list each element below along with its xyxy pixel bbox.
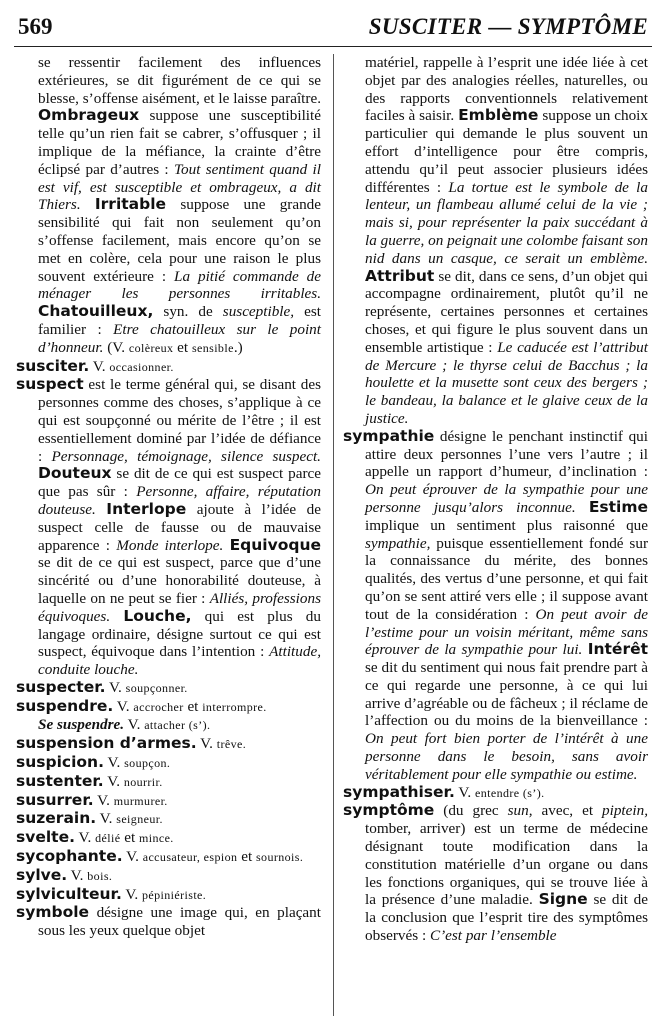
entry-sylviculteur: sylviculteur. V. pépiniériste. — [16, 884, 207, 903]
term-embleme: Emblème — [458, 106, 539, 125]
left-column — [16, 54, 321, 940]
headword-symbole: symbole — [16, 903, 90, 922]
example-interet: On peut fort bien porter de l’intérêt à une personne dans le besoin, sans avoir véritablement pour elle sympathie ou estime. — [365, 730, 648, 783]
example-irritable: La pitié commande de ménager les personnes irritables. — [38, 267, 321, 303]
headword-suzerain: suzerain. — [16, 809, 97, 828]
entry-se-suspendre: Se suspendre. V. attacher (s’). — [38, 716, 211, 734]
example-estime: On peut avoir de l’estime pour un voisin méritant, même sans éprouver de la sympathie pour lui. — [365, 605, 648, 659]
headword-suspendre: suspendre. — [16, 696, 114, 715]
example-sympathie: On peut éprouver de la sympathie pour une personne jusqu’alors inconnue. — [365, 481, 648, 516]
example-equivoque: Alliés, professions équivoques. — [38, 589, 321, 625]
entry-susciter: susciter. V. occasionner. — [16, 356, 174, 375]
example-douteux: Personne, affaire, réputation douteuse. — [38, 483, 321, 518]
entry-continuation-symbole: matériel, rappelle à l’esprit une idée liée à cet objet par des analogies réelles, naturelles, ou des rapports conventionnels relativement faciles à saisir. Emblème suppose un choix particulier qui demande le plus souvent un effort d’intelligence pour être compris, attendu qu’il peut associer plusieurs idées différentes : La tortue est le symbole de la lenteur, un flambeau allumé celui de la vie ; mais si, pour représenter la paix succédant à la guerre, on peignait une colombe faisant son nid dans un casque, ce serait un emblème. Attribut se dit, dans ce sens, d’un objet qui accompagne ordinairement, plutôt qu’il ne représente, certaines personnes et certaines choses, et qui figure le plus souvent dans un ensemble artistique : Le caducée est l’attribut de Mercure ; le thyrse celui de Bacchus ; la houlette et la musette sont ceux des bergers ; le bandeau, la balance et le glaive ceux de la justice. — [365, 54, 648, 427]
term-interlope: Interlope — [106, 499, 187, 518]
entry-susurrer: susurrer. V. murmurer. — [16, 790, 168, 809]
headword-svelte: svelte. — [16, 828, 75, 847]
entry-suzerain: suzerain. V. seigneur. — [16, 809, 163, 828]
example-embleme: La tortue est le symbole de la lenteur, un flambeau allumé celui de la vie ; mais si, pour représenter la paix succédant à la guerre, on peignait une colombe faisant son nid dans un casque, ce serait un emblème. — [365, 178, 648, 267]
entry-suspect: suspect est le terme général qui, se disant des personnes comme des choses, s’applique à ce qui est soupçonné ou mérite de l’être ; il est essentiellement dominé par l’idée de défiance : Personnage, témoignage, silence suspect. Douteux se dit de ce qui est suspect parce que pas sûr : Personne, affaire, réputation douteuse. Interlope ajoute à l’idée de suspect celle de fausse ou de mauvaise apparence : Monde interlope. Equivoque se dit de ce qui est suspect, parce que d’une sincérité ou d’une honorabilité douteuse, à laquelle on ne peut se fier : Alliés, professions équivoques. Louche, qui est plus du langage ordinaire, désigne surtout ce qui est suspect, équivoque dans l’intention : Attitude, conduite louche. — [16, 375, 322, 679]
headword-susciter: susciter. — [16, 356, 90, 375]
headword-susurrer: susurrer. — [16, 790, 94, 809]
headword-symptome: symptôme — [343, 801, 435, 820]
term-attribut: Attribut — [365, 266, 435, 285]
headword-suspicion: suspicion. — [16, 753, 104, 772]
entry-svelte: svelte. V. délié et mince. — [16, 828, 174, 847]
entry-sympathiser: sympathiser. V. entendre (s’). — [343, 782, 545, 801]
term-estime: Estime — [588, 497, 649, 516]
headword-suspect: suspect — [16, 375, 84, 394]
entry-suspecter: suspecter. V. soupçonner. — [16, 677, 188, 696]
headword-sympathie: sympathie — [343, 426, 435, 445]
headword-sylve: sylve. — [16, 865, 68, 884]
headword-sycophante: sycophante. — [16, 847, 123, 866]
term-chatouilleux: Chatouilleux, — [38, 302, 154, 321]
column-divider — [333, 54, 334, 1016]
term-louche: Louche, — [123, 606, 192, 625]
term-ombrageux: Ombrageux — [38, 106, 140, 125]
entry-suspension: suspension d’armes. V. trêve. — [16, 734, 247, 753]
term-douteux: Douteux — [38, 464, 112, 483]
headword-sympathiser: sympathiser. — [343, 782, 455, 801]
entry-sycophante: sycophante. V. accusateur, espion et sournois. — [16, 847, 304, 866]
example-ombrageux: Tout sentiment quand il est vif, est susceptible et ombrageux, a dit Thiers. — [38, 160, 321, 214]
page-header — [14, 8, 652, 47]
entry-continuation-susceptible: se ressentir facilement des influences extérieures, se dit figurément de ce qui se blesse, s’offense aisément, et le laisse paraître. Ombrageux suppose une susceptibilité telle qu’un rien fait se cabrer, s’offusquer ; il implique de la méfiance, la crainte d’être éclipsé par d’autres : Tout sentiment quand il est vif, est susceptible et ombrageux, a dit Thiers. Irritable suppose une grande sensibilité qui fait non seulement qu’on s’offense facilement, mais encore qu’on se met en colère, cela pour une raison le plus souvent extérieure : La pitié commande de ménager les personnes irritables. Chatouilleux, syn. de susceptible, est familier : Etre chatouilleux sur le point d’honneur. (V. colèreux et sensible.) — [38, 54, 322, 356]
entry-sylve: sylve. V. bois. — [16, 865, 113, 884]
entry-sympathie: sympathie désigne le penchant instinctif qui attire deux personnes l’une vers l’autre ; il appelle un rapport d’humeur, d’inclination : On peut éprouver de la sympathie pour une personne jusqu’alors inconnue. Estime implique un sentiment plus raisonné que sympathie, puisque essentiellement fondé sur la connaissance du mérite, des bonnes qualités, des vertus d’une personne, et qui fait qu’on se sent attiré vers elle ; il suppose avant tout de la considération : On peut avoir de l’estime pour un voisin méritant, même sans éprouver de la sympathie pour lui. Intérêt se dit du sentiment qui nous fait prendre part à ce qui regarde une personne, à ce qui lui arrive d’agréable ou de fâcheux ; il réclame de l’affection ou du moins de la bienveillance : On peut fort bien porter de l’intérêt à une personne dans le besoin, sans avoir véritablement pour elle sympathie ou estime. — [343, 426, 649, 783]
entry-suspicion: suspicion. V. soupçon. — [16, 753, 171, 772]
example-attribut: Le caducée est l’attribut de Mercure ; le thyrse celui de Bacchus ; la houlette et la musette sont ceux des bergers ; le bandeau, la balance et le glaive ceux de la justice. — [365, 338, 648, 427]
entry-sustenter: sustenter. V. nourrir. — [16, 771, 163, 790]
subheadword-se-suspendre: Se suspendre. — [38, 716, 125, 734]
headword-sylviculteur: sylviculteur. — [16, 884, 122, 903]
example-suspect: Personnage, témoignage, silence suspect. — [51, 447, 321, 465]
example-louche: Attitude, conduite louche. — [38, 643, 321, 679]
right-column — [343, 54, 648, 945]
entry-symptome: symptôme (du grec sun, avec, et piptein, tomber, arriver) est un terme de médecine désignant toute modification dans la constitution matérielle d’un organe ou dans les fonctions organiques, qui se trouve liée à la présence d’une maladie. Signe se dit de la conclusion que l’esprit tire des symptômes observés : C’est par l’ensemble — [343, 801, 648, 945]
example-chatouilleux: Etre chatouilleux sur le point d’honneur. — [38, 320, 321, 356]
term-equivoque: Equivoque — [229, 535, 322, 554]
term-signe: Signe — [538, 890, 588, 909]
term-interet: Intérêt — [587, 640, 649, 659]
entry-suspendre: suspendre. V. accrocher et interrompre. — [16, 696, 267, 715]
page-number: 569 — [18, 14, 53, 39]
example-signe: C’est par l’ensemble — [429, 927, 557, 945]
term-irritable: Irritable — [94, 195, 167, 214]
example-interlope: Monde interlope. — [116, 536, 224, 554]
running-head: SUSCITER — SYMPTÔME — [368, 14, 648, 39]
headword-suspecter: suspecter. — [16, 677, 106, 696]
headword-sustenter: sustenter. — [16, 771, 104, 790]
entry-symbole: symbole désigne une image qui, en plaçant sous les yeux quelque objet — [16, 903, 321, 940]
headword-suspension: suspension d’armes. — [16, 734, 197, 753]
